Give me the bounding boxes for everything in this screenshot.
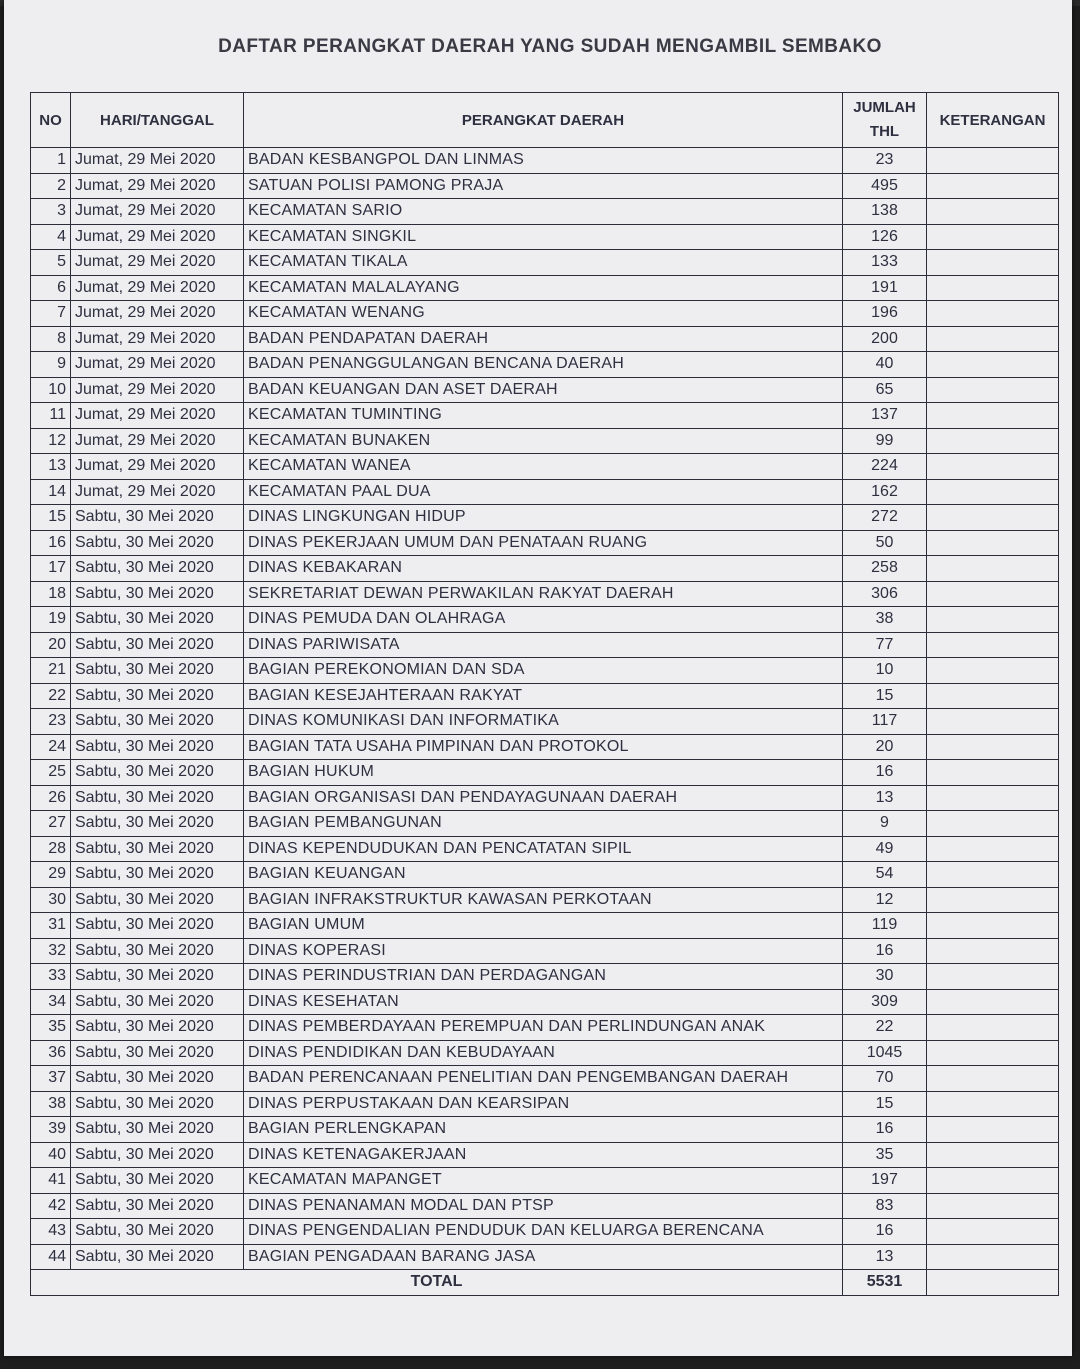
row-organization: DINAS PENDIDIKAN DAN KEBUDAYAAN [244, 1040, 843, 1066]
row-keterangan [927, 607, 1059, 633]
table-row [31, 326, 1059, 352]
table-row [31, 1168, 1059, 1194]
row-organization: DINAS PEKERJAAN UMUM DAN PENATAAN RUANG [244, 530, 843, 556]
row-thl-count: 50 [843, 530, 927, 556]
row-keterangan [927, 1040, 1059, 1066]
row-keterangan [927, 1219, 1059, 1245]
table-row [31, 275, 1059, 301]
row-keterangan [927, 964, 1059, 990]
row-date: Sabtu, 30 Mei 2020 [71, 505, 244, 531]
row-number: 39 [31, 1117, 71, 1143]
row-number: 29 [31, 862, 71, 888]
header-thl: THL [869, 123, 900, 140]
row-thl-count: 38 [843, 607, 927, 633]
header-org: PERANGKAT DAERAH [244, 93, 843, 148]
table-row [31, 709, 1059, 735]
row-organization: KECAMATAN PAAL DUA [244, 479, 843, 505]
row-organization: DINAS PERPUSTAKAAN DAN KEARSIPAN [244, 1091, 843, 1117]
table-row [31, 556, 1059, 582]
row-date: Sabtu, 30 Mei 2020 [71, 683, 244, 709]
row-thl-count: 16 [843, 760, 927, 786]
row-organization: BADAN KEUANGAN DAN ASET DAERAH [244, 377, 843, 403]
row-organization: DINAS LINGKUNGAN HIDUP [244, 505, 843, 531]
data-table [30, 92, 1059, 1296]
row-date: Sabtu, 30 Mei 2020 [71, 1219, 244, 1245]
row-keterangan [927, 479, 1059, 505]
row-date: Sabtu, 30 Mei 2020 [71, 938, 244, 964]
row-keterangan [927, 199, 1059, 225]
row-organization: KECAMATAN MAPANGET [244, 1168, 843, 1194]
row-number: 2 [31, 173, 71, 199]
row-date: Sabtu, 30 Mei 2020 [71, 913, 244, 939]
row-thl-count: 191 [843, 275, 927, 301]
row-date: Jumat, 29 Mei 2020 [71, 352, 244, 378]
row-date: Jumat, 29 Mei 2020 [71, 199, 244, 225]
total-label: TOTAL [31, 1270, 843, 1296]
row-keterangan [927, 709, 1059, 735]
row-number: 36 [31, 1040, 71, 1066]
row-date: Sabtu, 30 Mei 2020 [71, 530, 244, 556]
row-thl-count: 196 [843, 301, 927, 327]
row-organization: BAGIAN PEMBANGUNAN [244, 811, 843, 837]
row-date: Sabtu, 30 Mei 2020 [71, 862, 244, 888]
row-keterangan [927, 377, 1059, 403]
row-keterangan [927, 811, 1059, 837]
row-date: Sabtu, 30 Mei 2020 [71, 556, 244, 582]
table-row [31, 479, 1059, 505]
row-number: 31 [31, 913, 71, 939]
row-organization: BAGIAN PENGADAAN BARANG JASA [244, 1244, 843, 1270]
row-thl-count: 137 [843, 403, 927, 429]
row-organization: BAGIAN TATA USAHA PIMPINAN DAN PROTOKOL [244, 734, 843, 760]
row-number: 17 [31, 556, 71, 582]
row-number: 15 [31, 505, 71, 531]
row-number: 42 [31, 1193, 71, 1219]
row-date: Jumat, 29 Mei 2020 [71, 377, 244, 403]
table-row [31, 301, 1059, 327]
row-date: Sabtu, 30 Mei 2020 [71, 658, 244, 684]
row-organization: DINAS KEBAKARAN [244, 556, 843, 582]
row-date: Sabtu, 30 Mei 2020 [71, 1040, 244, 1066]
row-thl-count: 22 [843, 1015, 927, 1041]
row-keterangan [927, 887, 1059, 913]
row-number: 18 [31, 581, 71, 607]
table-row [31, 887, 1059, 913]
row-organization: BADAN PENANGGULANGAN BENCANA DAERAH [244, 352, 843, 378]
row-keterangan [927, 1091, 1059, 1117]
row-thl-count: 35 [843, 1142, 927, 1168]
total-value: 5531 [843, 1270, 927, 1296]
row-date: Sabtu, 30 Mei 2020 [71, 1244, 244, 1270]
row-keterangan [927, 658, 1059, 684]
row-keterangan [927, 938, 1059, 964]
row-organization: DINAS KOMUNIKASI DAN INFORMATIKA [244, 709, 843, 735]
table-row [31, 250, 1059, 276]
document-title: DAFTAR PERANGKAT DAERAH YANG SUDAH MENGAMBIL SEMBAKO [218, 36, 882, 57]
row-keterangan [927, 454, 1059, 480]
row-organization: KECAMATAN MALALAYANG [244, 275, 843, 301]
row-thl-count: 138 [843, 199, 927, 225]
row-thl-count: 197 [843, 1168, 927, 1194]
row-date: Sabtu, 30 Mei 2020 [71, 811, 244, 837]
row-thl-count: 40 [843, 352, 927, 378]
table-row [31, 811, 1059, 837]
row-date: Jumat, 29 Mei 2020 [71, 275, 244, 301]
row-thl-count: 15 [843, 1091, 927, 1117]
row-keterangan [927, 556, 1059, 582]
row-thl-count: 16 [843, 938, 927, 964]
table-row [31, 352, 1059, 378]
table-row [31, 913, 1059, 939]
row-thl-count: 495 [843, 173, 927, 199]
row-number: 27 [31, 811, 71, 837]
row-number: 35 [31, 1015, 71, 1041]
table-row [31, 581, 1059, 607]
row-thl-count: 13 [843, 785, 927, 811]
row-thl-count: 119 [843, 913, 927, 939]
row-organization: SATUAN POLISI PAMONG PRAJA [244, 173, 843, 199]
row-date: Jumat, 29 Mei 2020 [71, 224, 244, 250]
table-row [31, 607, 1059, 633]
row-thl-count: 133 [843, 250, 927, 276]
row-number: 14 [31, 479, 71, 505]
row-number: 44 [31, 1244, 71, 1270]
row-number: 22 [31, 683, 71, 709]
table-row [31, 403, 1059, 429]
row-keterangan [927, 683, 1059, 709]
row-date: Sabtu, 30 Mei 2020 [71, 1066, 244, 1092]
total-keterangan [927, 1270, 1059, 1296]
row-number: 38 [31, 1091, 71, 1117]
table-row [31, 1219, 1059, 1245]
row-number: 33 [31, 964, 71, 990]
row-number: 3 [31, 199, 71, 225]
row-thl-count: 13 [843, 1244, 927, 1270]
row-number: 19 [31, 607, 71, 633]
table-row [31, 938, 1059, 964]
row-date: Sabtu, 30 Mei 2020 [71, 1193, 244, 1219]
row-date: Sabtu, 30 Mei 2020 [71, 964, 244, 990]
row-organization: DINAS PENGENDALIAN PENDUDUK DAN KELUARGA BERENCANA [244, 1219, 843, 1245]
row-keterangan [927, 836, 1059, 862]
row-keterangan [927, 1168, 1059, 1194]
table-row [31, 964, 1059, 990]
row-number: 4 [31, 224, 71, 250]
row-date: Sabtu, 30 Mei 2020 [71, 1168, 244, 1194]
table-row [31, 224, 1059, 250]
row-keterangan [927, 403, 1059, 429]
row-organization: DINAS KETENAGAKERJAAN [244, 1142, 843, 1168]
row-thl-count: 54 [843, 862, 927, 888]
row-keterangan [927, 1117, 1059, 1143]
row-number: 11 [31, 403, 71, 429]
table-row [31, 454, 1059, 480]
table-body [31, 148, 1059, 1270]
row-number: 1 [31, 148, 71, 174]
row-date: Jumat, 29 Mei 2020 [71, 173, 244, 199]
row-thl-count: 126 [843, 224, 927, 250]
row-date: Sabtu, 30 Mei 2020 [71, 760, 244, 786]
row-number: 41 [31, 1168, 71, 1194]
row-keterangan [927, 352, 1059, 378]
row-keterangan [927, 1193, 1059, 1219]
row-organization: BAGIAN PEREKONOMIAN DAN SDA [244, 658, 843, 684]
row-keterangan [927, 428, 1059, 454]
row-organization: KECAMATAN BUNAKEN [244, 428, 843, 454]
row-organization: BAGIAN KEUANGAN [244, 862, 843, 888]
row-date: Jumat, 29 Mei 2020 [71, 301, 244, 327]
row-date: Jumat, 29 Mei 2020 [71, 454, 244, 480]
row-organization: DINAS KESEHATAN [244, 989, 843, 1015]
row-number: 9 [31, 352, 71, 378]
table-row [31, 760, 1059, 786]
row-number: 7 [31, 301, 71, 327]
row-thl-count: 1045 [843, 1040, 927, 1066]
row-thl-count: 77 [843, 632, 927, 658]
row-number: 32 [31, 938, 71, 964]
row-organization: BAGIAN PERLENGKAPAN [244, 1117, 843, 1143]
row-thl-count: 224 [843, 454, 927, 480]
table-row [31, 1091, 1059, 1117]
row-thl-count: 23 [843, 148, 927, 174]
row-keterangan [927, 505, 1059, 531]
row-thl-count: 306 [843, 581, 927, 607]
row-number: 37 [31, 1066, 71, 1092]
row-number: 13 [31, 454, 71, 480]
row-organization: DINAS PEMUDA DAN OLAHRAGA [244, 607, 843, 633]
row-keterangan [927, 581, 1059, 607]
header-keterangan: KETERANGAN [927, 93, 1059, 148]
row-thl-count: 15 [843, 683, 927, 709]
table-row [31, 199, 1059, 225]
row-number: 34 [31, 989, 71, 1015]
row-organization: BAGIAN ORGANISASI DAN PENDAYAGUNAAN DAERAH [244, 785, 843, 811]
row-organization: BADAN KESBANGPOL DAN LINMAS [244, 148, 843, 174]
table-row [31, 1040, 1059, 1066]
row-date: Jumat, 29 Mei 2020 [71, 403, 244, 429]
row-number: 16 [31, 530, 71, 556]
row-organization: BAGIAN HUKUM [244, 760, 843, 786]
row-date: Jumat, 29 Mei 2020 [71, 326, 244, 352]
row-keterangan [927, 1015, 1059, 1041]
row-number: 40 [31, 1142, 71, 1168]
row-keterangan [927, 148, 1059, 174]
table-row [31, 989, 1059, 1015]
row-thl-count: 70 [843, 1066, 927, 1092]
header-no: NO [31, 93, 71, 148]
row-organization: DINAS KOPERASI [244, 938, 843, 964]
row-thl-count: 83 [843, 1193, 927, 1219]
row-organization: SEKRETARIAT DEWAN PERWAKILAN RAKYAT DAERAH [244, 581, 843, 607]
row-date: Sabtu, 30 Mei 2020 [71, 734, 244, 760]
row-date: Jumat, 29 Mei 2020 [71, 428, 244, 454]
row-thl-count: 9 [843, 811, 927, 837]
row-date: Sabtu, 30 Mei 2020 [71, 989, 244, 1015]
row-number: 28 [31, 836, 71, 862]
row-date: Sabtu, 30 Mei 2020 [71, 581, 244, 607]
row-keterangan [927, 1244, 1059, 1270]
row-number: 12 [31, 428, 71, 454]
total-row [31, 1270, 1059, 1296]
row-keterangan [927, 275, 1059, 301]
row-keterangan [927, 760, 1059, 786]
table-row [31, 862, 1059, 888]
row-thl-count: 309 [843, 989, 927, 1015]
row-date: Sabtu, 30 Mei 2020 [71, 607, 244, 633]
row-thl-count: 30 [843, 964, 927, 990]
table-row [31, 1142, 1059, 1168]
table-row [31, 1015, 1059, 1041]
row-date: Jumat, 29 Mei 2020 [71, 479, 244, 505]
table-row [31, 428, 1059, 454]
row-thl-count: 16 [843, 1117, 927, 1143]
row-keterangan [927, 530, 1059, 556]
row-thl-count: 99 [843, 428, 927, 454]
table-row [31, 377, 1059, 403]
row-date: Sabtu, 30 Mei 2020 [71, 887, 244, 913]
row-keterangan [927, 785, 1059, 811]
row-organization: DINAS PERINDUSTRIAN DAN PERDAGANGAN [244, 964, 843, 990]
row-date: Sabtu, 30 Mei 2020 [71, 709, 244, 735]
table-row [31, 1117, 1059, 1143]
row-organization: KECAMATAN WANEA [244, 454, 843, 480]
row-number: 5 [31, 250, 71, 276]
row-date: Sabtu, 30 Mei 2020 [71, 785, 244, 811]
row-keterangan [927, 734, 1059, 760]
row-keterangan [927, 1066, 1059, 1092]
row-date: Jumat, 29 Mei 2020 [71, 250, 244, 276]
table-row [31, 1066, 1059, 1092]
table-row [31, 632, 1059, 658]
row-keterangan [927, 173, 1059, 199]
row-keterangan [927, 326, 1059, 352]
row-organization: KECAMATAN TUMINTING [244, 403, 843, 429]
table-row [31, 734, 1059, 760]
row-keterangan [927, 632, 1059, 658]
table-row [31, 148, 1059, 174]
row-organization: BAGIAN INFRAKSTRUKTUR KAWASAN PERKOTAAN [244, 887, 843, 913]
header-jumlah-thl [843, 93, 927, 148]
row-thl-count: 20 [843, 734, 927, 760]
row-number: 43 [31, 1219, 71, 1245]
row-thl-count: 272 [843, 505, 927, 531]
row-date: Sabtu, 30 Mei 2020 [71, 836, 244, 862]
row-organization: BAGIAN UMUM [244, 913, 843, 939]
table-row [31, 505, 1059, 531]
table-row [31, 658, 1059, 684]
row-organization: DINAS PEMBERDAYAAN PEREMPUAN DAN PERLINDUNGAN ANAK [244, 1015, 843, 1041]
row-keterangan [927, 224, 1059, 250]
row-thl-count: 117 [843, 709, 927, 735]
row-organization: KECAMATAN SARIO [244, 199, 843, 225]
row-date: Sabtu, 30 Mei 2020 [71, 1015, 244, 1041]
row-date: Sabtu, 30 Mei 2020 [71, 1091, 244, 1117]
row-organization: BADAN PERENCANAAN PENELITIAN DAN PENGEMBANGAN DAERAH [244, 1066, 843, 1092]
table-header-row [31, 93, 1059, 148]
row-number: 10 [31, 377, 71, 403]
row-thl-count: 49 [843, 836, 927, 862]
row-date: Sabtu, 30 Mei 2020 [71, 632, 244, 658]
row-thl-count: 162 [843, 479, 927, 505]
row-keterangan [927, 250, 1059, 276]
row-organization: DINAS PENANAMAN MODAL DAN PTSP [244, 1193, 843, 1219]
header-jumlah: JUMLAH [853, 99, 916, 116]
row-thl-count: 12 [843, 887, 927, 913]
row-thl-count: 16 [843, 1219, 927, 1245]
row-organization: BADAN PENDAPATAN DAERAH [244, 326, 843, 352]
row-keterangan [927, 1142, 1059, 1168]
header-day: HARI/TANGGAL [71, 93, 244, 148]
row-keterangan [927, 989, 1059, 1015]
row-date: Sabtu, 30 Mei 2020 [71, 1117, 244, 1143]
row-number: 6 [31, 275, 71, 301]
table-row [31, 173, 1059, 199]
table-row [31, 1193, 1059, 1219]
row-thl-count: 200 [843, 326, 927, 352]
row-number: 24 [31, 734, 71, 760]
row-thl-count: 65 [843, 377, 927, 403]
row-number: 21 [31, 658, 71, 684]
table-row [31, 1244, 1059, 1270]
row-number: 30 [31, 887, 71, 913]
row-number: 23 [31, 709, 71, 735]
table-row [31, 530, 1059, 556]
row-organization: DINAS KEPENDUDUKAN DAN PENCATATAN SIPIL [244, 836, 843, 862]
row-organization: BAGIAN KESEJAHTERAAN RAKYAT [244, 683, 843, 709]
row-keterangan [927, 301, 1059, 327]
row-organization: KECAMATAN TIKALA [244, 250, 843, 276]
row-keterangan [927, 913, 1059, 939]
row-number: 25 [31, 760, 71, 786]
row-organization: DINAS PARIWISATA [244, 632, 843, 658]
row-date: Jumat, 29 Mei 2020 [71, 148, 244, 174]
row-thl-count: 258 [843, 556, 927, 582]
row-thl-count: 10 [843, 658, 927, 684]
row-number: 26 [31, 785, 71, 811]
row-organization: KECAMATAN WENANG [244, 301, 843, 327]
row-number: 20 [31, 632, 71, 658]
table-row [31, 785, 1059, 811]
row-number: 8 [31, 326, 71, 352]
row-organization: KECAMATAN SINGKIL [244, 224, 843, 250]
row-keterangan [927, 862, 1059, 888]
row-date: Sabtu, 30 Mei 2020 [71, 1142, 244, 1168]
table-row [31, 836, 1059, 862]
table-row [31, 683, 1059, 709]
